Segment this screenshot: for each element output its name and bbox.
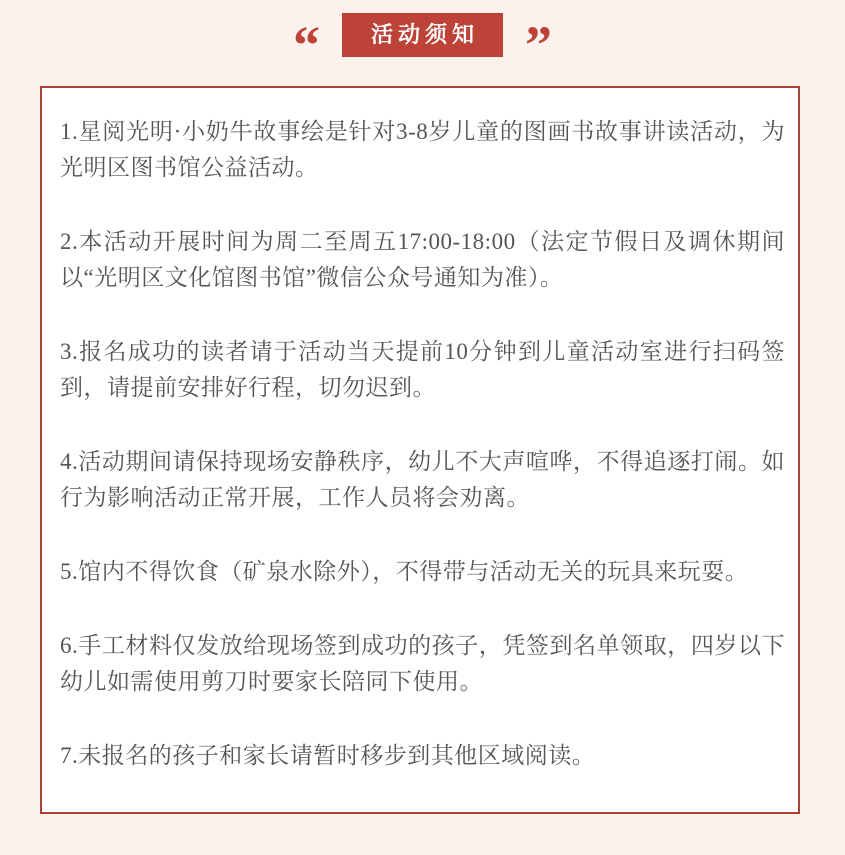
page-header: “ 活动须知 ” — [292, 15, 552, 75]
notice-box — [40, 86, 800, 814]
notice-item-4: 4.活动期间请保持现场安静秩序，幼儿不大声喧哗，不得追逐打闹。如行为影响活动正常开展，工作人员将会劝离。 — [60, 449, 785, 510]
notice-item-5: 5.馆内不得饮食（矿泉水除外），不得带与活动无关的玩具来玩耍。 — [60, 559, 749, 584]
notice-item-7: 7.未报名的孩子和家长请暂时移步到其他区域阅读。 — [60, 743, 596, 768]
notice-item-3: 3.报名成功的读者请于活动当天提前10分钟到儿童活动室进行扫码签到，请提前安排好行程，切勿迟到。 — [60, 339, 785, 400]
page-title: 活动须知 — [342, 13, 503, 57]
notice-item-1: 1.星阅光明·小奶牛故事绘是针对3-8岁儿童的图画书故事讲读活动，为光明区图书馆公益活动。 — [60, 119, 785, 180]
notice-item-2: 2.本活动开展时间为周二至周五17:00-18:00（法定节假日及调休期间以“光明区文化馆图书馆”微信公众号通知为准）。 — [60, 229, 785, 290]
notice-item-6: 6.手工材料仅发放给现场签到成功的孩子，凭签到名单领取，四岁以下幼儿如需使用剪刀时要家长陪同下使用。 — [60, 633, 785, 694]
